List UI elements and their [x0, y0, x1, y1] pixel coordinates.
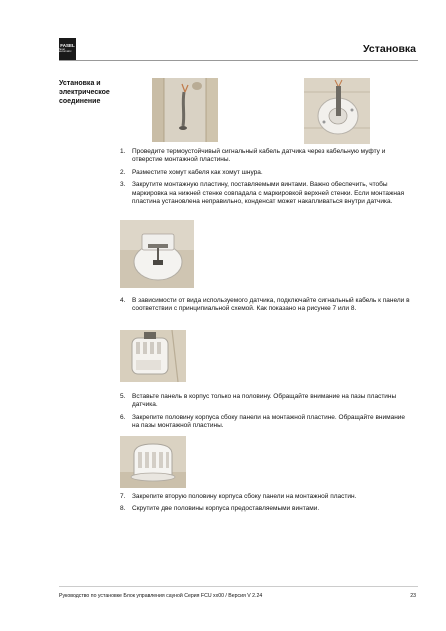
- logo-subtext: fasel automatic: [59, 47, 72, 54]
- step-item: [120, 393, 410, 410]
- step-item: [120, 505, 410, 513]
- step-number: 8.: [120, 505, 126, 513]
- brand-logo: [59, 38, 76, 60]
- step-text: В зависимости от вида используемого датчика, подключайте сигнальный кабель к панели в соответствии с принципиальной схемой. Как показано на рисунке 7 или 8.: [132, 297, 410, 313]
- steps-list-4: [120, 493, 410, 518]
- step-number: 6.: [120, 413, 126, 421]
- steps-list-3: [120, 393, 410, 435]
- header-divider: [59, 60, 418, 61]
- step-text: Закрутите монтажную пластину, поставляемыми винтами. Важно обеспечить, чтобы маркировка на нижней стенке совпадала с маркировкой верхней стенки. Если монтажная пластина установлена неправильно, конденсат может накапливаться внутри датчика.: [132, 181, 405, 206]
- step-number: 2.: [120, 168, 126, 176]
- step-text: Скрутите две половины корпуса предоставляемыми винтами.: [132, 505, 320, 513]
- step-number: 4.: [120, 297, 126, 304]
- step-number: 1.: [120, 148, 126, 155]
- photo-mounting-plate-cable: [304, 78, 370, 144]
- photo-panel-in-housing: [120, 330, 186, 382]
- footer-divider: [59, 586, 418, 587]
- steps-list-1: [120, 148, 410, 211]
- photo-cable-through-wall: [152, 78, 218, 142]
- step-item: [120, 414, 410, 431]
- logo-text: FASEL: [60, 42, 75, 48]
- steps-list-2: [120, 297, 410, 318]
- step-item: [120, 148, 410, 165]
- photo-plate-terminal: [120, 220, 194, 288]
- step-number: 5.: [120, 393, 126, 400]
- step-text: Разместите хомут кабеля как хомут шнура.: [132, 168, 263, 176]
- step-item: [120, 297, 410, 314]
- section-title: Установка и электрическое соединение: [59, 80, 110, 105]
- step-number: 3.: [120, 181, 126, 189]
- step-text: Закрепите половину корпуса сбоку панели на монтажной пластине. Обращайте внимание на пазы монтажной пластины.: [132, 413, 406, 430]
- step-text: Проведите термоустойчивый сигнальный кабель датчика через кабельную муфту и отверстие монтажной пластины.: [132, 148, 386, 164]
- step-item: [120, 493, 410, 501]
- step-item: [120, 169, 410, 177]
- step-item: [120, 181, 410, 206]
- page-title: Установка: [363, 43, 416, 55]
- page-number: 23: [410, 593, 416, 599]
- footer-text: Руководство по установке Блок управления сауной Серия FCU xx00 / Версия V 2.24: [59, 593, 263, 599]
- step-number: 7.: [120, 493, 126, 500]
- photo-assembled-housing: [120, 436, 186, 488]
- step-text: Закрепите вторую половину корпуса сбоку панели на монтажной пластин.: [132, 493, 357, 500]
- step-text: Вставьте панель в корпус только на половину. Обращайте внимание на пазы пластины датчика.: [132, 393, 397, 409]
